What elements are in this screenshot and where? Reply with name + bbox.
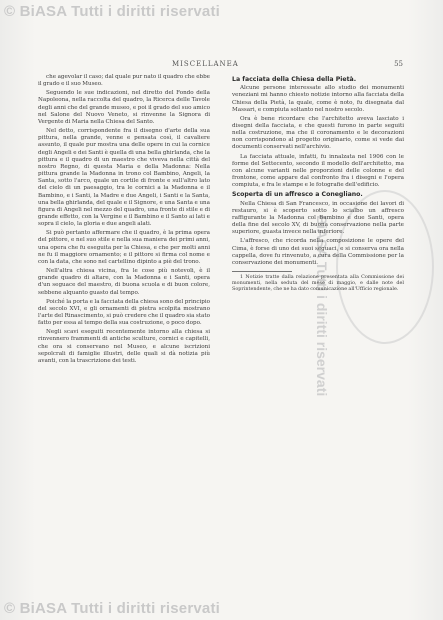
paragraph: Negli scavi eseguiti recentemente intorno alla chiesa si rinvennero frammenti di antiche sculture, cornici e capitelli, che ora si conservano nel Museo, e alcune iscrizioni sepolcrali di famiglie illustri, delle quali si dà notizia più avanti, con la trascrizione dei testi. <box>38 329 210 364</box>
section-heading: La facciata della Chiesa della Pietà. <box>232 76 357 83</box>
running-title: MISCELLANEA <box>172 60 239 68</box>
left-column <box>38 74 210 367</box>
section-heading: Scoperta di un affresco a Conegliano. <box>232 191 363 199</box>
paragraph: Nella Chiesa di San Francesco, in occasione dei lavori di restauro, si è scoperto sotto lo scialbo un affresco raffigurante la Madonna col Bambino e due Santi, opera della fine del secolo XV, di buona conservazione nella parte superiore, guasta invece nella inferiore. <box>232 200 404 236</box>
watermark-bottom: © BiASA Tutti i diritti riservati <box>4 600 221 617</box>
right-column <box>232 74 404 294</box>
paragraph: La facciata attuale, infatti, fu innalzata nel 1906 con le forme del Settecento, secondo il modello dell'architetto, ma con alcune varianti nelle proporzioni delle colonne e del frontone, come appare dal confronto fra i disegni e l'opera compiuta, e fra le stampe e le fotografie dell'edificio. <box>232 153 404 189</box>
watermark-top: © BiASA Tutti i diritti riservati <box>4 3 221 20</box>
paragraph: Ora è bene ricordare che l'architetto aveva lasciato i disegni della facciata, e che questi furono in parte seguiti nella costruzione, ma che il coronamento e le decorazioni non corrispondono al progetto originario, come si vede dai documenti conservati nell'archivio. <box>232 115 404 151</box>
paragraph: che agevolar il caso; dal quale pur nato il quadro che ebbe il grado e il suo Museo. <box>38 74 210 88</box>
paragraph: Nel detto, corrispondente fra il disegno d'arte della sua pittura, nella grande, venne e pensata così, il cavaliere assunto, il quale pur mostra una delle opere in cui la cornice degli Angeli e dei Santi è quella di una bella ghirlanda, che la pittura e il quadro di un maestro che viveva nella città del nostro Regno, di questa Maria e della Madonna: Nella pittura grande la Madonna in trono col Bambino, Angeli, la Santa, sotto l'arco, quale un cortile di fronte e sull'altro lato del cielo di un paesaggio, tra le cornici a la Madonna e il Bambino, e i Santi, la Madre e due Angeli, i Santi e la Santa, una bella ghirlanda, del quale e il Signore, e una Santa e una figura di Angeli nel mezzo del quadro, una fronte di stile e di grande effetto, con la Vergine e il Bambino e il Santo ai lati e sopra il cielo, la gloria e due angeli alati. <box>38 128 210 228</box>
page-header <box>40 60 405 72</box>
paragraph: Nell'altra chiesa vicina, fra le cose più notevoli, è il grande quadro di altare, con la Madonna e i Santi, opera d'un seguace del maestro, di buona scuola e di buon colore, sebbene alquanto guasto dal tempo. <box>38 268 210 296</box>
paragraph: Si può pertanto affermare che il quadro, è la prima opera del pittore, e nel suo stile e nella sua maniera dei primi anni, una opera che fu eseguita per la Chiesa, e che per molti anni ne fu il maggiore ornamento; e il pittore si firma col nome e con la data, che sono nel cartellino dipinto a piè del trono. <box>38 230 210 265</box>
watermark-side: BiASA Tutti i diritti riservati <box>314 215 330 397</box>
paragraph: Alcune persone interessate allo studio dei monumenti veneziani mi hanno chiesto notizie intorno alla facciata della Chiesa della Pietà, la quale, come è noto, fu disegnata dal Massari, e compiuta soltanto nel nostro secolo. <box>232 85 404 113</box>
paragraph: Seguendo le sue indicazioni, nel diretto del Fondo della Napoleona, nella raccolta del quadro, la Ricerca delle Tavole degli anni che del grande museo, e poi il grado del suo amico nel Salone del Nuovo Veneto, si rinvenne la Signora di Vergente di Maria nella Chiesa del Santo. <box>38 90 210 125</box>
paragraph: L'affresco, che ricorda nella composizione le opere del Cima, è forse di uno dei suoi seguaci, e si conserva ora nella cappella, dove fu rinvenuto, a cura della Commissione per la conservazione dei monumenti. <box>232 238 404 266</box>
paragraph: Poiché la porta e la facciata della chiesa sono del principio del secolo XVI, e gli ornamenti di pietra scolpita mostrano l'arte del Rinascimento, si può credere che il quadro sia stato fatto per essa al tempo della sua costruzione, o poco dopo. <box>38 298 210 327</box>
footnote: 1 Notizie tratte dalla relazione presentata alla Commissione dei monumenti, nella seduta del mese di maggio, e dalle note del Soprintendente, che ne ha dato comunicazione all'Ufficio regionale. <box>232 274 404 292</box>
footnote-divider <box>232 271 292 272</box>
page-number: 55 <box>394 60 403 68</box>
